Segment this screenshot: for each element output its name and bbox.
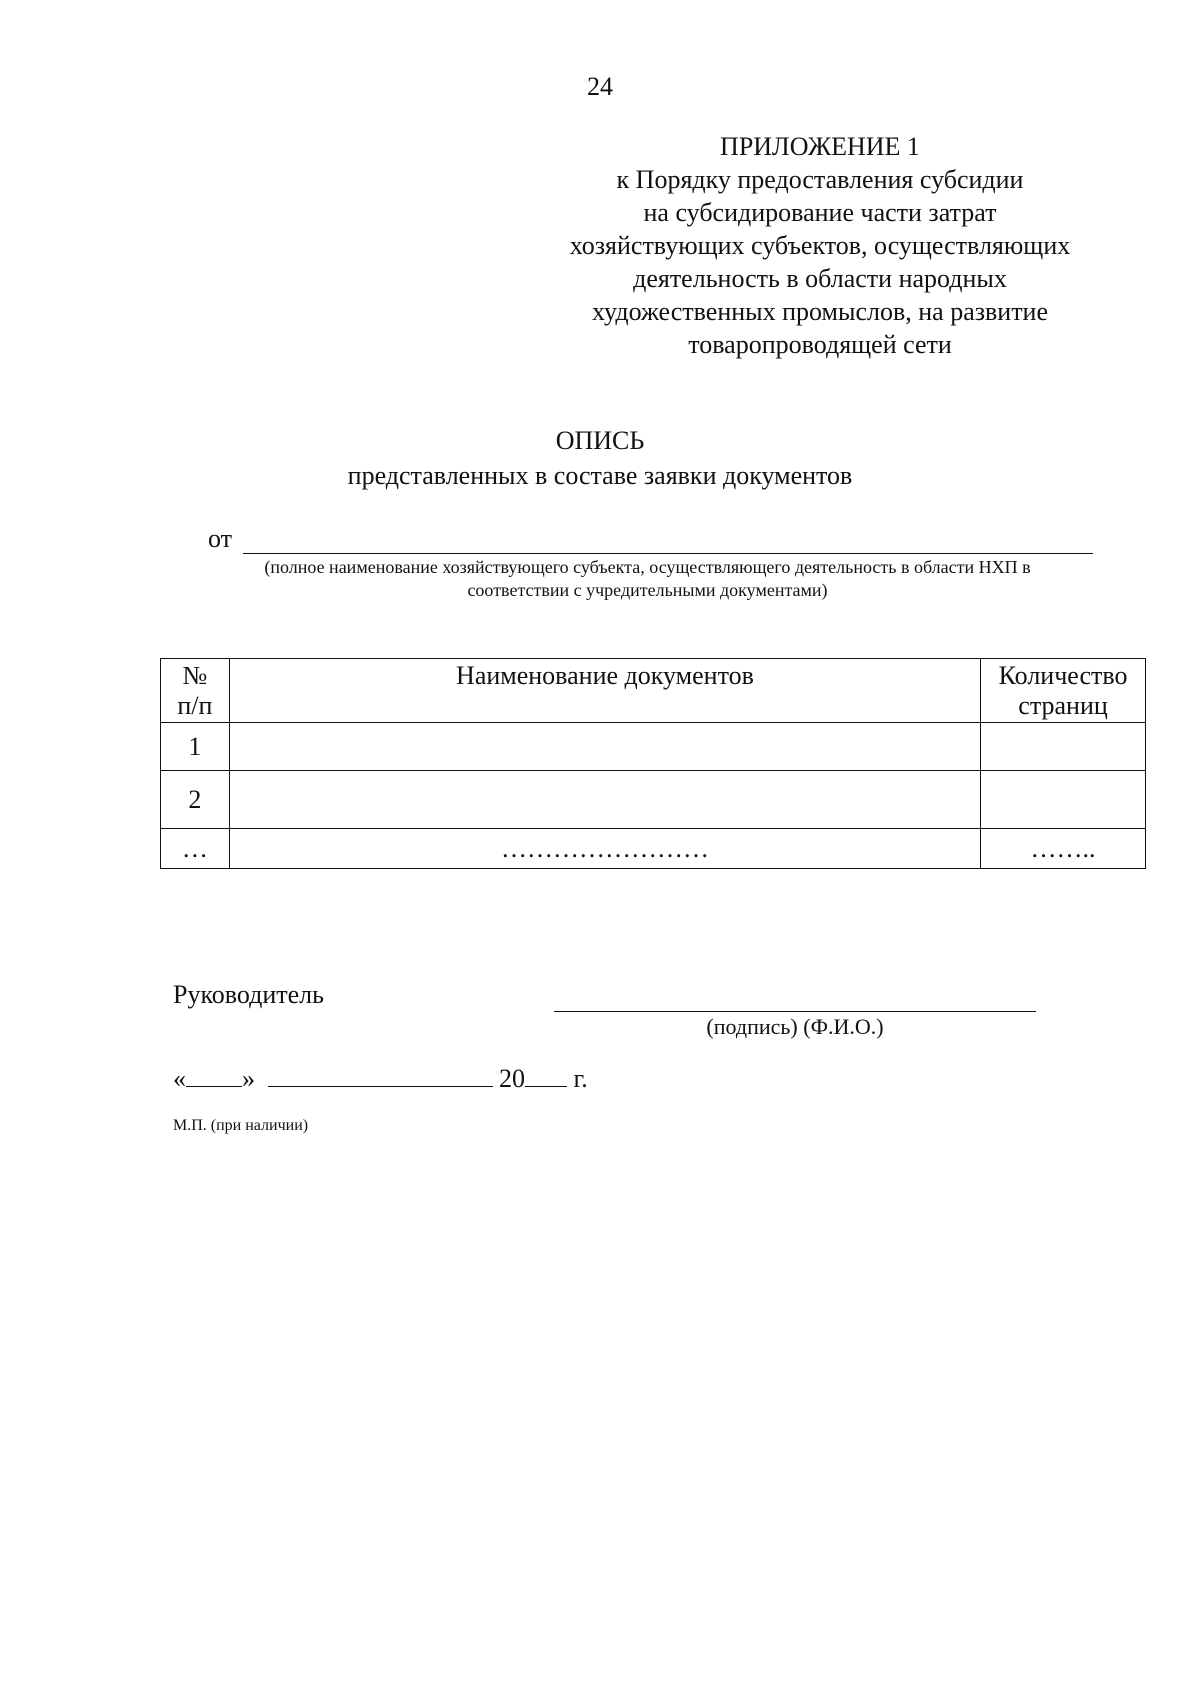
- header-number: [161, 659, 230, 723]
- annex-line: товаропроводящей сети: [688, 330, 952, 359]
- from-label: от: [208, 524, 233, 553]
- date-year-suffix: г.: [573, 1064, 588, 1093]
- page-number: 24: [587, 72, 613, 101]
- cell-number: 1: [161, 723, 230, 771]
- annex-line: к Порядку предоставления субсидии: [616, 165, 1024, 194]
- document-subtitle: представленных в составе заявки документов: [347, 461, 853, 490]
- annex-line: деятельность в области народных: [633, 264, 1007, 293]
- cell-number: …: [161, 829, 230, 869]
- signature-field[interactable]: [554, 1011, 1036, 1012]
- cell-page-count[interactable]: [981, 771, 1146, 829]
- cell-document-name[interactable]: [229, 723, 980, 771]
- header-number-line: п/п: [177, 691, 213, 720]
- table-row: [161, 723, 1146, 771]
- cell-document-name: ……………………: [229, 829, 980, 869]
- signature-caption: (подпись) (Ф.И.О.): [706, 1014, 884, 1039]
- date-day-field[interactable]: [186, 1064, 242, 1087]
- cell-page-count: ……..: [981, 829, 1146, 869]
- table-row: [161, 771, 1146, 829]
- annex-title: ПРИЛОЖЕНИЕ 1: [720, 132, 920, 161]
- annex-line: хозяйствующих субъектов, осуществляющих: [569, 231, 1071, 260]
- date-year-prefix: 20: [499, 1064, 525, 1093]
- header-page-count: [981, 659, 1146, 723]
- date-year-field[interactable]: [525, 1064, 567, 1087]
- head-label: Руководитель: [173, 980, 324, 1009]
- date-month-field[interactable]: [268, 1064, 493, 1087]
- caption-line: (полное наименование хозяйствующего субъекта, осуществляющего деятельность в области НХП в: [264, 557, 1031, 577]
- cell-page-count[interactable]: [981, 723, 1146, 771]
- annex-line: на субсидирование части затрат: [643, 198, 997, 227]
- header-pages-line: страниц: [1018, 691, 1108, 720]
- table-row: [161, 829, 1146, 869]
- applicant-name-field[interactable]: [243, 553, 1093, 554]
- annex-block: [560, 130, 1080, 361]
- documents-table: [160, 658, 1146, 869]
- date-close-quote: »: [242, 1064, 255, 1093]
- document-title: ОПИСЬ: [555, 426, 645, 455]
- header-document-name: Наименование документов: [229, 659, 980, 723]
- header-pages-line: Количество: [998, 661, 1128, 690]
- applicant-name-caption: [160, 556, 1135, 602]
- date-row: [173, 1064, 588, 1094]
- annex-line: художественных промыслов, на развитие: [591, 297, 1049, 326]
- date-open-quote: «: [173, 1064, 186, 1093]
- stamp-note: М.П. (при наличии): [173, 1117, 309, 1134]
- header-number-line: №: [182, 661, 208, 690]
- caption-line: соответствии с учредительными документами): [467, 580, 828, 600]
- table-header-row: [161, 659, 1146, 723]
- cell-number: 2: [161, 771, 230, 829]
- cell-document-name[interactable]: [229, 771, 980, 829]
